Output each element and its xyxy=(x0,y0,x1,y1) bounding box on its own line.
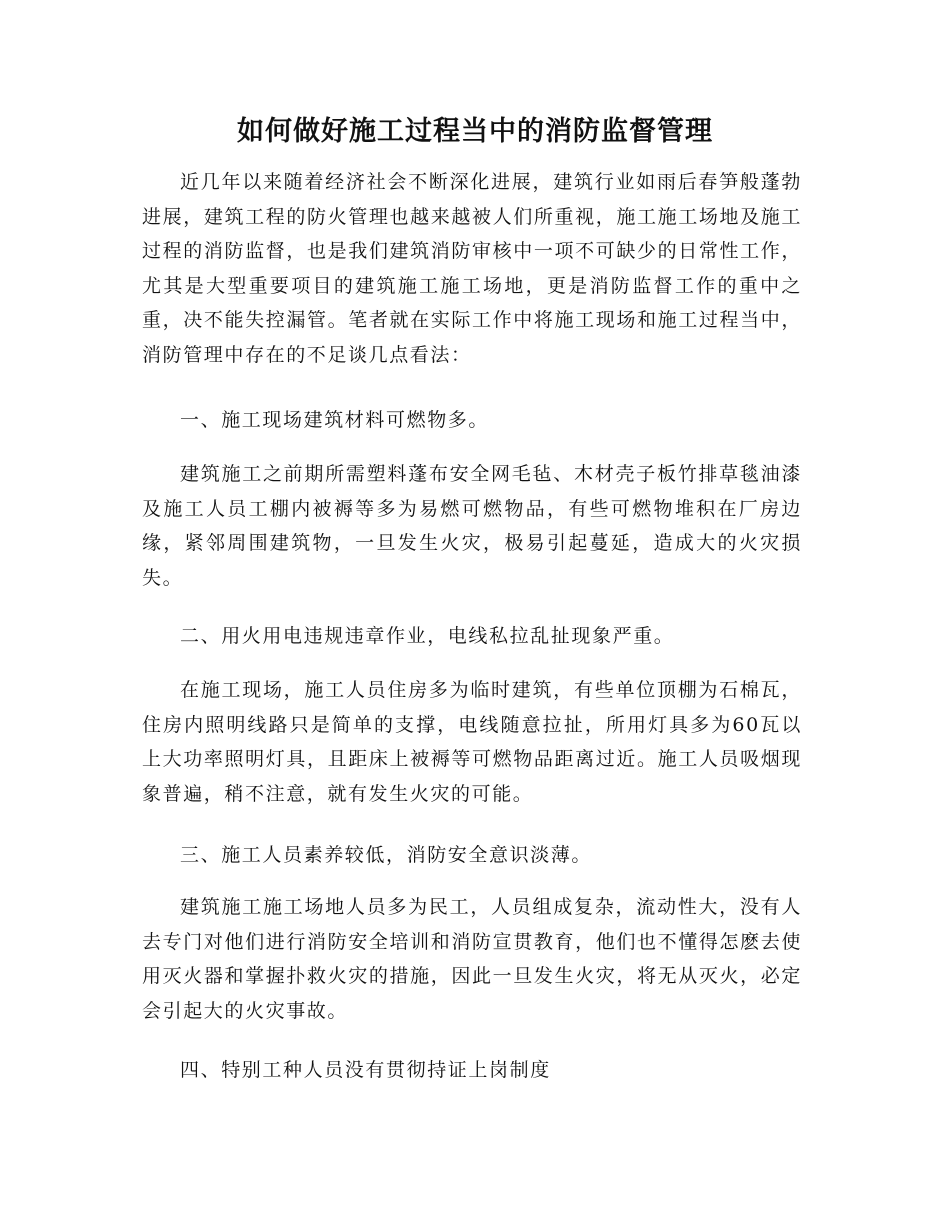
document-title: 如何做好施工过程当中的消防监督管理 xyxy=(237,116,713,147)
section-heading-3: 三、施工人员素养较低，消防安全意识淡薄。 xyxy=(180,844,593,866)
section-heading-1: 一、施工现场建筑材料可燃物多。 xyxy=(180,409,490,431)
section-body-2: 在施工现场，施工人员住房多为临时建筑，有些单位顶棚为石棉瓦，住房内照明线路只是简单的支撑，电线随意拉扯，所用灯具多为60瓦以上大功率照明灯具，且距床上被褥等可燃物品距离过近。施工人员吸烟现象普遍，稍不注意，就有发生火灾的可能。 xyxy=(142,679,802,805)
section-heading-4: 四、特别工种人员没有贯彻持证上岗制度 xyxy=(180,1059,551,1081)
section-heading-2: 二、用火用电违规违章作业，电线私拉乱扯现象严重。 xyxy=(180,625,675,647)
section-body-3: 建筑施工施工场地人员多为民工，人员组成复杂，流动性大，没有人去专门对他们进行消防安全培训和消防宣贯教育，他们也不懂得怎麽去使用灭火器和掌握扑救火灾的措施，因此一旦发生火灾，将无从灭火，必定会引起大的火灾事故。 xyxy=(142,896,802,1022)
section-body-1: 建筑施工之前期所需塑料蓬布安全网毛毡、木材壳子板竹排草毯油漆及施工人员工棚内被褥等多为易燃可燃物品，有些可燃物堆积在厂房边缘，紧邻周围建筑物，一旦发生火灾，极易引起蔓延，造成大的火灾损失。 xyxy=(142,463,802,589)
intro-paragraph: 近几年以来随着经济社会不断深化进展，建筑行业如雨后春笋般蓬勃进展，建筑工程的防火管理也越来越被人们所重视，施工施工场地及施工过程的消防监督，也是我们建筑消防审核中一项不可缺少的日常性工作，尤其是大型重要项目的建筑施工施工场地，更是消防监督工作的重中之重，决不能失控漏管。笔者就在实际工作中将施工现场和施工过程当中，消防管理中存在的不足谈几点看法： xyxy=(142,171,802,366)
